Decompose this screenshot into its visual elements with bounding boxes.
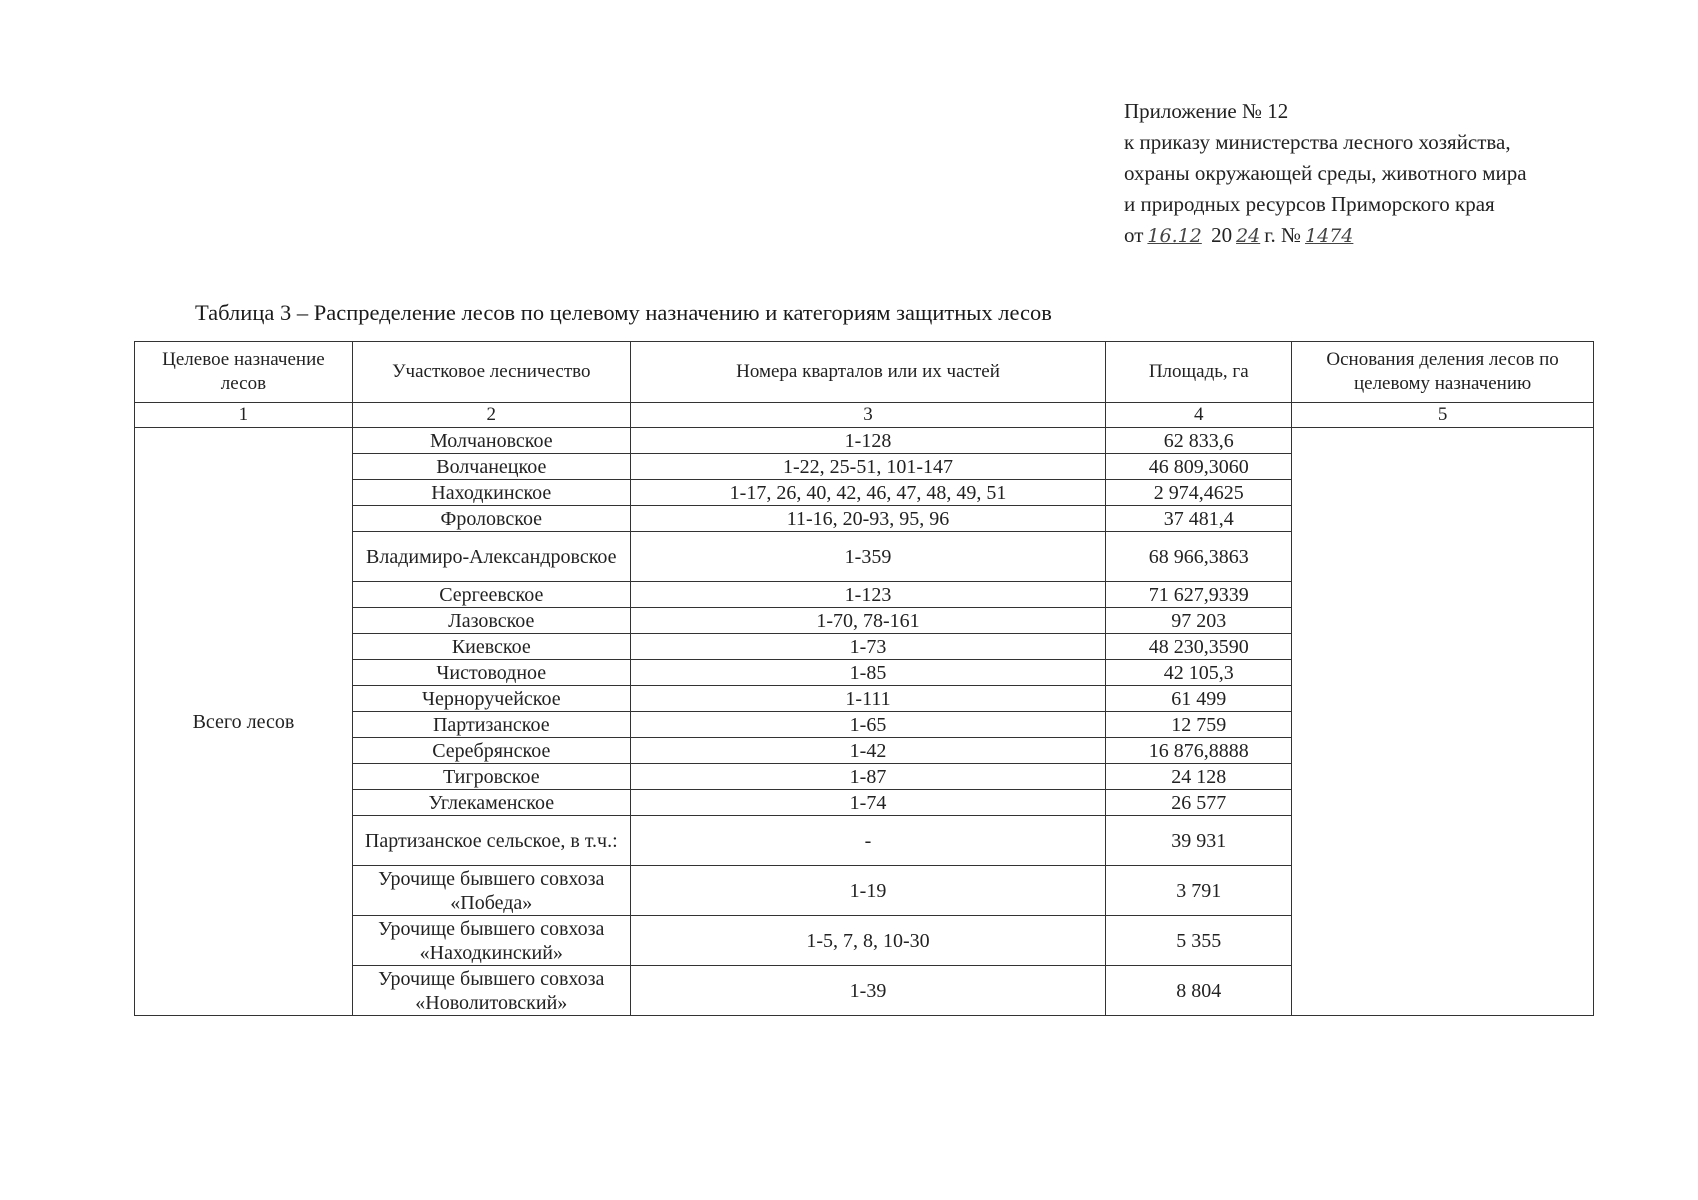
forestry-cell: Волчанецкое: [352, 454, 630, 480]
quarters-cell: 1-17, 26, 40, 42, 46, 47, 48, 49, 51: [630, 480, 1106, 506]
forestry-cell: Фроловское: [352, 506, 630, 532]
column-number: 4: [1106, 403, 1292, 428]
area-cell: 42 105,3: [1106, 660, 1292, 686]
header-basis: Основания деления лесов по целевому назначению: [1292, 342, 1594, 403]
forestry-cell: Урочище бывшего совхоза «Находкинский»: [352, 916, 630, 966]
quarters-cell: 1-65: [630, 712, 1106, 738]
header-area: Площадь, га: [1106, 342, 1292, 403]
appendix-block: [1124, 96, 1527, 252]
area-cell: 48 230,3590: [1106, 634, 1292, 660]
forestry-cell: Владимиро-Александровское: [352, 532, 630, 582]
quarters-cell: 1-359: [630, 532, 1106, 582]
column-number: 5: [1292, 403, 1594, 428]
quarters-cell: 1-5, 7, 8, 10-30: [630, 916, 1106, 966]
handwritten-date: 16.12: [1147, 225, 1202, 247]
area-cell: 61 499: [1106, 686, 1292, 712]
column-number: 2: [352, 403, 630, 428]
table-title: Таблица 3 – Распределение лесов по целевому назначению и категориям защитных лесов: [195, 300, 1052, 325]
area-cell: 71 627,9339: [1106, 582, 1292, 608]
quarters-cell: 1-19: [630, 866, 1106, 916]
appendix-date-line: [1124, 220, 1527, 252]
header-row: [135, 342, 1594, 403]
area-cell: 12 759: [1106, 712, 1292, 738]
appendix-line-4: и природных ресурсов Приморского края: [1124, 192, 1495, 216]
header-quarters: Номера кварталов или их частей: [630, 342, 1106, 403]
forestry-cell: Чистоводное: [352, 660, 630, 686]
quarters-cell: 1-70, 78-161: [630, 608, 1106, 634]
quarters-cell: 1-74: [630, 790, 1106, 816]
forestry-cell: Киевское: [352, 634, 630, 660]
forestry-cell: Партизанское: [352, 712, 630, 738]
forestry-cell: Урочище бывшего совхоза «Новолитовский»: [352, 966, 630, 1016]
area-cell: 39 931: [1106, 816, 1292, 866]
area-cell: 8 804: [1106, 966, 1292, 1016]
forestry-cell: Урочище бывшего совхоза «Победа»: [352, 866, 630, 916]
forestry-cell: Серебрянское: [352, 738, 630, 764]
handwritten-year: 24: [1236, 225, 1261, 247]
forestry-cell: Лазовское: [352, 608, 630, 634]
forestry-cell: Находкинское: [352, 480, 630, 506]
year-g: г. №: [1264, 223, 1302, 247]
forestry-cell: Партизанское сельское, в т.ч.:: [352, 816, 630, 866]
handwritten-order-number: 1474: [1305, 225, 1354, 247]
area-cell: 68 966,3863: [1106, 532, 1292, 582]
appendix-title: Приложение № 12: [1124, 99, 1289, 123]
quarters-cell: 1-87: [630, 764, 1106, 790]
quarters-cell: 1-123: [630, 582, 1106, 608]
appendix-line-2: к приказу министерства лесного хозяйства,: [1124, 130, 1511, 154]
area-cell: 26 577: [1106, 790, 1292, 816]
date-prefix: от: [1124, 223, 1144, 247]
table-row: [135, 428, 1594, 454]
column-number: 1: [135, 403, 353, 428]
quarters-cell: 1-128: [630, 428, 1106, 454]
appendix-line-3: охраны окружающей среды, животного мира: [1124, 161, 1527, 185]
area-cell: 5 355: [1106, 916, 1292, 966]
area-cell: 24 128: [1106, 764, 1292, 790]
quarters-cell: 1-73: [630, 634, 1106, 660]
forest-distribution-table: [134, 341, 1594, 1016]
area-cell: 3 791: [1106, 866, 1292, 916]
area-cell: 37 481,4: [1106, 506, 1292, 532]
area-cell: 16 876,8888: [1106, 738, 1292, 764]
forestry-cell: Тигровское: [352, 764, 630, 790]
quarters-cell: 11-16, 20-93, 95, 96: [630, 506, 1106, 532]
quarters-cell: 1-85: [630, 660, 1106, 686]
quarters-cell: 1-22, 25-51, 101-147: [630, 454, 1106, 480]
forestry-cell: Углекаменское: [352, 790, 630, 816]
quarters-cell: 1-42: [630, 738, 1106, 764]
header-forestry: Участковое лесничество: [352, 342, 630, 403]
quarters-cell: 1-111: [630, 686, 1106, 712]
header-purpose: Целевое назначение лесов: [135, 342, 353, 403]
column-number-row: [135, 403, 1594, 428]
quarters-cell: -: [630, 816, 1106, 866]
forestry-cell: Сергеевское: [352, 582, 630, 608]
forestry-cell: Черноручейское: [352, 686, 630, 712]
quarters-cell: 1-39: [630, 966, 1106, 1016]
area-cell: 97 203: [1106, 608, 1292, 634]
column-number: 3: [630, 403, 1106, 428]
basis-cell-empty: [1292, 428, 1594, 1016]
group-label-all-forests: Всего лесов: [135, 428, 353, 1016]
area-cell: 46 809,3060: [1106, 454, 1292, 480]
year-prefix: 20: [1211, 223, 1233, 247]
area-cell: 2 974,4625: [1106, 480, 1292, 506]
forestry-cell: Молчановское: [352, 428, 630, 454]
area-cell: 62 833,6: [1106, 428, 1292, 454]
